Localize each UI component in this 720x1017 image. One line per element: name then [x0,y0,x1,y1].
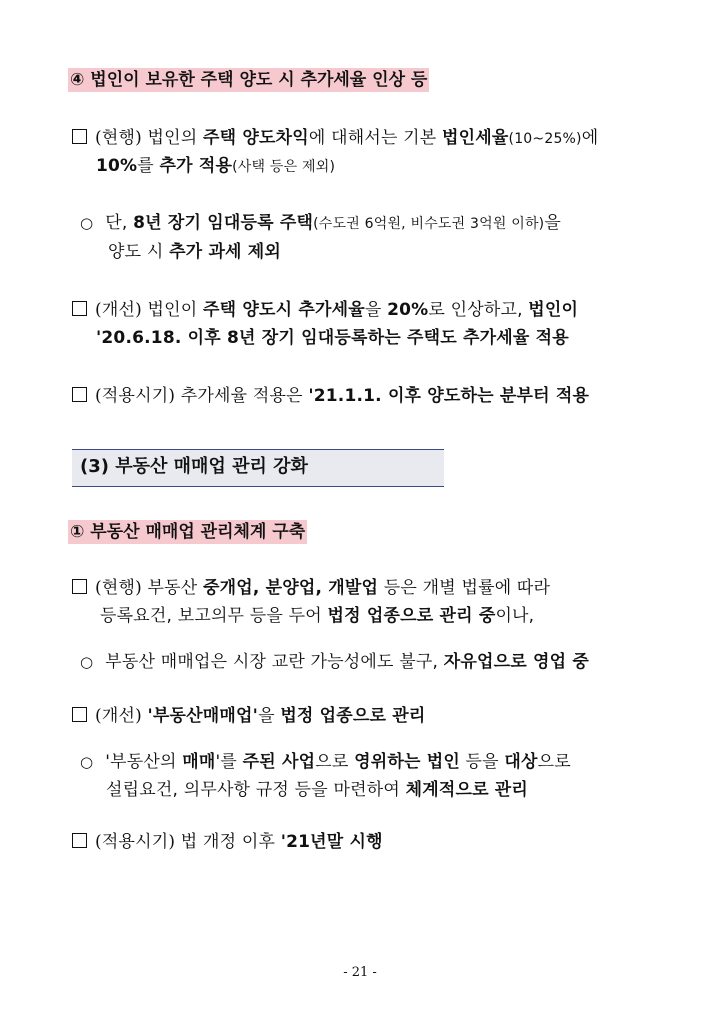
circle-bullet-icon: ○ [80,753,94,771]
paragraph-current-2-cont: 등록요건, 보고의무 등을 두어 법정 업종으로 관리 중이나, [100,606,535,626]
checkbox-square-icon [72,387,87,402]
paragraph-improvement-2: (개선) '부동산매매업'을 법정 업종으로 관리 [72,704,426,728]
bullet-free-business: ○ 부동산 매매업은 시장 교란 가능성에도 불구, 자유업으로 영업 중 [80,652,589,672]
paragraph-effective-date-2: (적용시기) 법 개정 이후 '21년말 시행 [72,830,383,854]
bullet-target-corporations-cont: 설립요건, 의무사항 규정 등을 마련하여 체계적으로 관리 [106,780,529,800]
circle-bullet-icon: ○ [80,214,94,232]
bullet-exception: ○ 단, 8년 장기 임대등록 주택(수도권 6억원, 비수도권 3억원 이하)을 [80,213,561,233]
subheading-corporate-housing-tax: ④ 법인이 보유한 주택 양도 시 추가세율 인상 등 [70,70,428,90]
checkbox-square-icon [72,129,87,144]
checkbox-square-icon [72,833,87,848]
subheading-real-estate-trading: ① 부동산 매매업 관리체계 구축 [70,522,306,542]
paragraph-current-1-cont: 10%를 추가 적용(사택 등은 제외) [96,156,336,176]
circle-bullet-icon: ○ [80,653,94,671]
checkbox-square-icon [72,707,87,722]
page-number: - 21 - [343,965,377,980]
paragraph-current-2: (현행) 부동산 중개업, 분양업, 개발업 등은 개별 법률에 따라 [72,576,550,600]
bullet-target-corporations: ○ '부동산의 매매'를 주된 사업으로 영위하는 법인 등을 대상으로 [80,752,571,772]
checkbox-square-icon [72,579,87,594]
bullet-exception-cont: 양도 시 추가 과세 제외 [108,242,282,262]
paragraph-improvement-1-cont: '20.6.18. 이후 8년 장기 임대등록하는 주택도 추가세율 적용 [96,328,569,348]
paragraph-improvement-1: (개선) 법인이 주택 양도시 추가세율을 20%로 인상하고, 법인이 [72,298,578,322]
paragraph-current-1: (현행) 법인의 주택 양도차익에 대해서는 기본 법인세율(10~25%)에 [72,126,598,151]
checkbox-square-icon [72,301,87,316]
paragraph-effective-date-1: (적용시기) 추가세율 적용은 '21.1.1. 이후 양도하는 분부터 적용 [72,384,589,408]
section-title: (3) 부동산 매매업 관리 강화 [80,456,308,477]
